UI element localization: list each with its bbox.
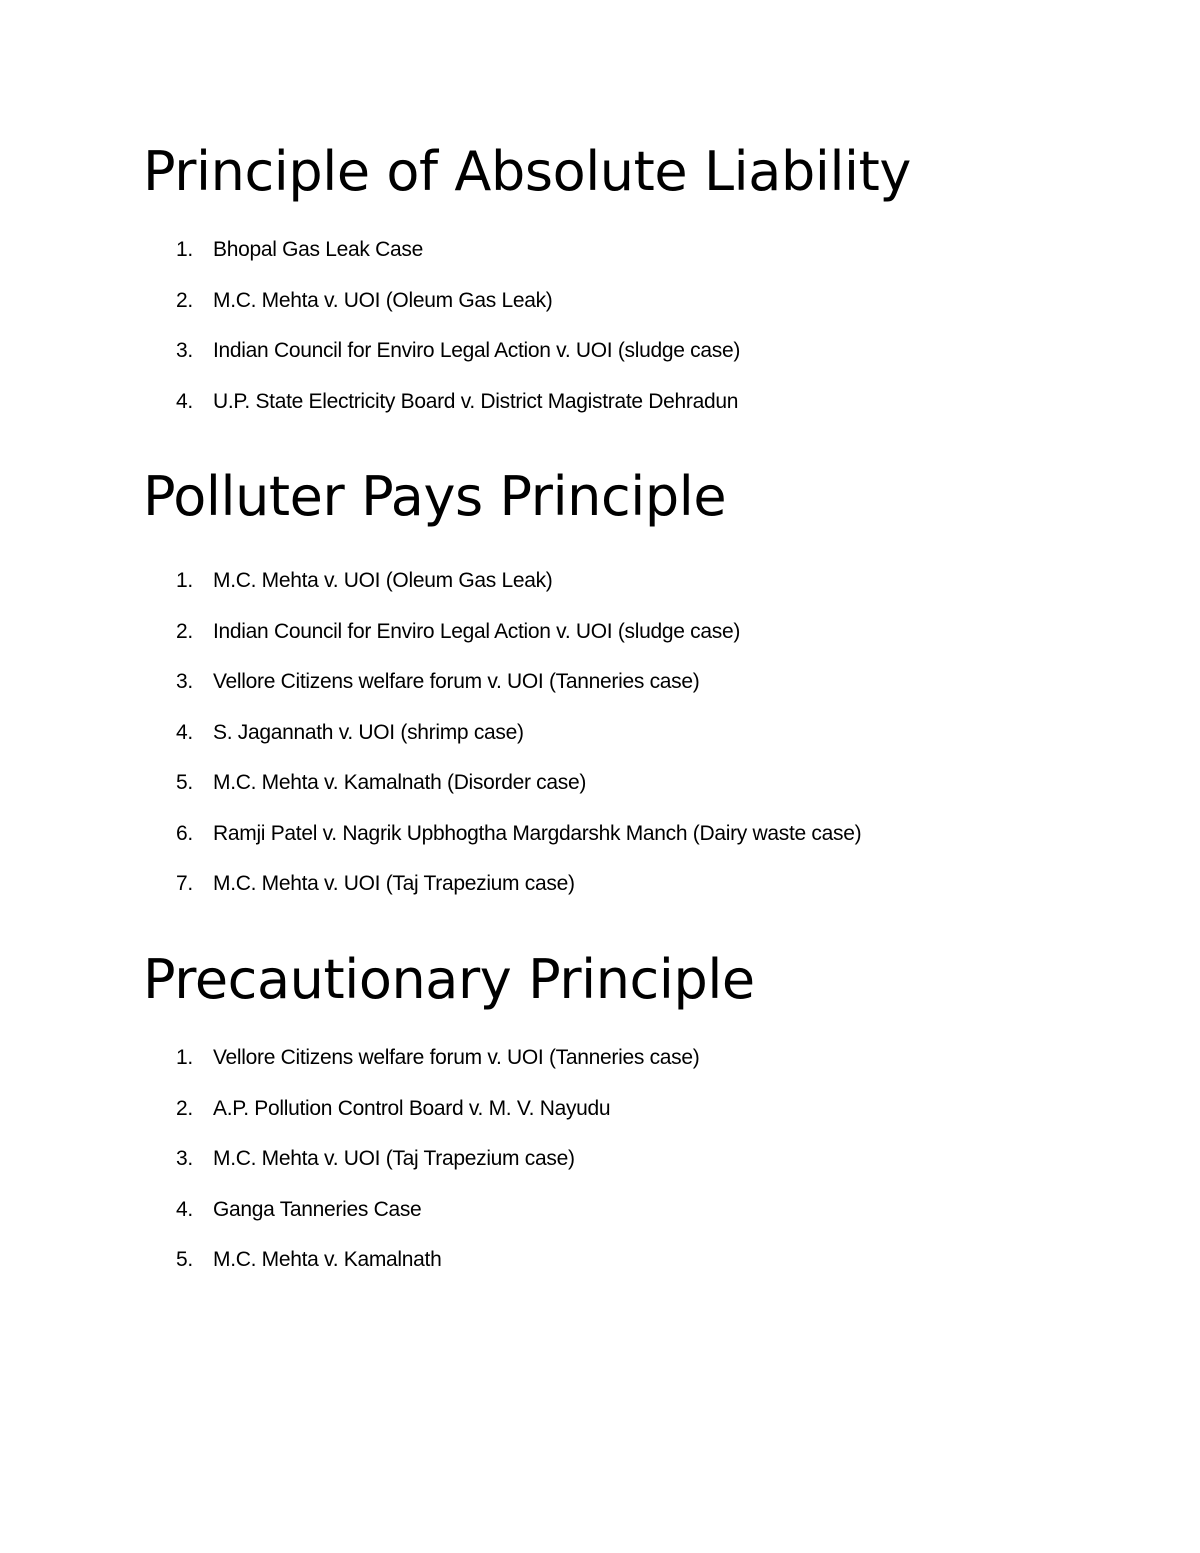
case-name: Ramji Patel v. Nagrik Upbhogtha Margdarshk Manch (Dairy waste case) [213, 821, 862, 845]
list-number: 1. [176, 238, 193, 261]
list-item [143, 387, 1143, 438]
case-list [143, 235, 1143, 437]
case-name: Ganga Tanneries Case [213, 1197, 422, 1221]
case-name: Bhopal Gas Leak Case [213, 238, 423, 261]
section-heading: Precautionary Principle [143, 948, 755, 1011]
list-number: 7. [176, 872, 193, 895]
case-name: Vellore Citizens welfare forum v. UOI (Tanneries case) [213, 670, 700, 693]
case-name: A.P. Pollution Control Board v. M. V. Nayudu [213, 1096, 611, 1120]
case-name: U.P. State Electricity Board v. District Magistrate Dehradun [213, 389, 739, 413]
list-number: 3. [176, 670, 193, 693]
case-name: Indian Council for Enviro Legal Action v. UOI (sludge case) [213, 339, 741, 362]
section-absolute-liability [143, 140, 1143, 437]
list-number: 2. [176, 619, 193, 643]
case-name: M.C. Mehta v. UOI (Oleum Gas Leak) [213, 288, 553, 312]
case-name: S. Jagannath v. UOI (shrimp case) [213, 720, 524, 744]
list-number: 3. [176, 339, 193, 362]
list-item [143, 235, 1143, 286]
section-heading: Polluter Pays Principle [143, 465, 727, 528]
list-number: 2. [176, 288, 193, 312]
list-number: 4. [176, 1197, 193, 1221]
case-name: M.C. Mehta v. UOI (Oleum Gas Leak) [213, 569, 553, 592]
section-heading: Principle of Absolute Liability [143, 140, 911, 203]
case-name: M.C. Mehta v. UOI (Taj Trapezium case) [213, 872, 575, 895]
case-name: M.C. Mehta v. UOI (Taj Trapezium case) [213, 1147, 575, 1170]
case-name: Vellore Citizens welfare forum v. UOI (Tanneries case) [213, 1046, 700, 1069]
list-number: 6. [176, 821, 193, 845]
list-number: 4. [176, 720, 193, 744]
list-number: 1. [176, 1046, 193, 1069]
list-number: 3. [176, 1147, 193, 1170]
section-precautionary [143, 948, 1143, 1271]
list-item [143, 336, 1143, 387]
section-polluter-pays [143, 465, 1143, 895]
list-number: 4. [176, 389, 193, 413]
case-name: M.C. Mehta v. Kamalnath (Disorder case) [213, 771, 587, 794]
list-item [143, 286, 1143, 337]
case-name: Indian Council for Enviro Legal Action v. UOI (sludge case) [213, 619, 741, 643]
list-number: 2. [176, 1096, 193, 1120]
list-number: 5. [176, 771, 193, 794]
list-number: 5. [176, 1248, 193, 1271]
list-number: 1. [176, 569, 193, 592]
case-name: M.C. Mehta v. Kamalnath [213, 1248, 442, 1271]
